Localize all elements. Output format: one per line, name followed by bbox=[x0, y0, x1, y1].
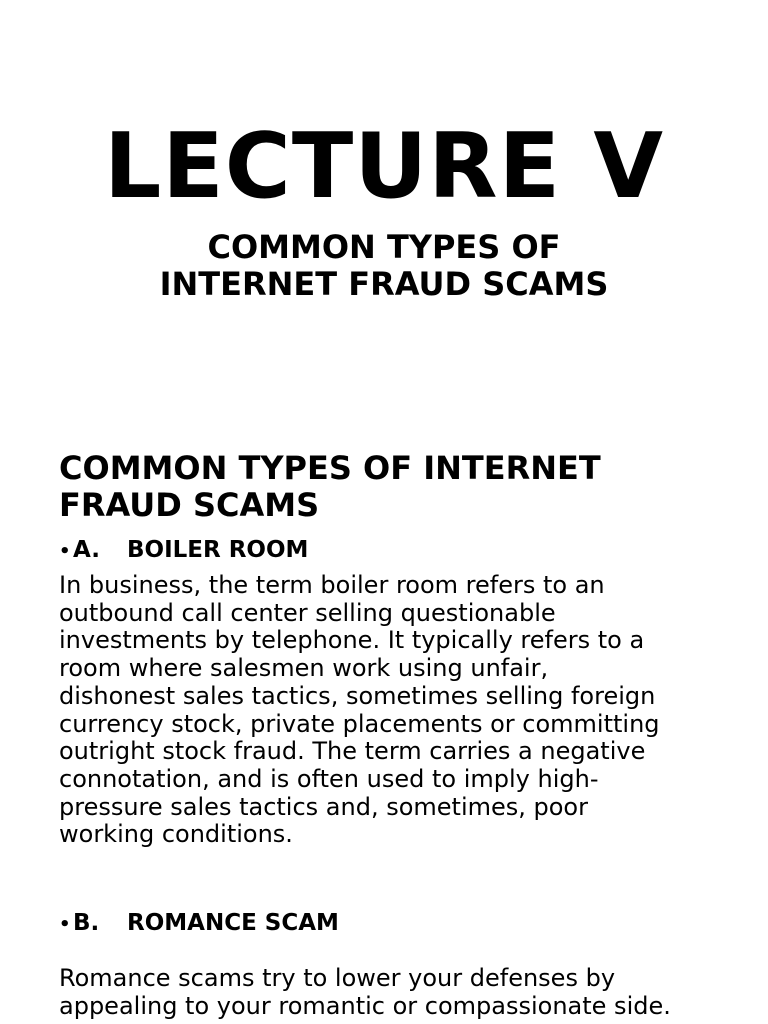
section-heading bbox=[59, 450, 739, 524]
bullet-label: BOILER ROOM bbox=[127, 537, 309, 563]
content-slide bbox=[0, 420, 768, 1024]
romance-scam-paragraph bbox=[59, 965, 749, 1020]
paragraph-line: working conditions. bbox=[59, 820, 293, 849]
lecture-title: LECTURE V bbox=[103, 114, 665, 219]
heading-line: FRAUD SCAMS bbox=[59, 486, 320, 524]
title-slide bbox=[0, 0, 768, 420]
paragraph-line: currency stock, private placements or committing bbox=[59, 709, 660, 738]
paragraph-line: outbound call center selling questionable bbox=[59, 598, 556, 627]
bullet-letter: A. bbox=[73, 537, 100, 563]
lecture-subtitle bbox=[0, 229, 768, 303]
paragraph-line: investments by telephone. It typically refers to a bbox=[59, 626, 645, 655]
heading-line: COMMON TYPES OF INTERNET bbox=[59, 449, 601, 487]
bullet-letter: B. bbox=[73, 910, 100, 936]
subtitle-line: INTERNET FRAUD SCAMS bbox=[159, 265, 609, 303]
bullet-romance-scam bbox=[59, 909, 339, 939]
bullet-marker: • bbox=[59, 541, 71, 562]
paragraph-line: connotation, and is often used to imply high- bbox=[59, 764, 599, 793]
paragraph-line: pressure sales tactics and, sometimes, poor bbox=[59, 792, 588, 821]
paragraph-line: room where salesmen work using unfair, bbox=[59, 654, 549, 683]
bullet-boiler-room bbox=[59, 536, 308, 566]
bullet-label: ROMANCE SCAM bbox=[127, 910, 339, 936]
paragraph-line: Romance scams try to lower your defenses by bbox=[59, 964, 616, 992]
boiler-room-paragraph bbox=[59, 572, 749, 849]
paragraph-line: outright stock fraud. The term carries a negative bbox=[59, 737, 646, 766]
bullet-marker: • bbox=[59, 914, 71, 935]
paragraph-line: In business, the term boiler room refers to an bbox=[59, 571, 605, 599]
paragraph-line: dishonest sales tactics, sometimes selling foreign bbox=[59, 681, 656, 710]
subtitle-line: COMMON TYPES OF bbox=[207, 228, 561, 266]
paragraph-line: appealing to your romantic or compassionate side. bbox=[59, 991, 671, 1020]
